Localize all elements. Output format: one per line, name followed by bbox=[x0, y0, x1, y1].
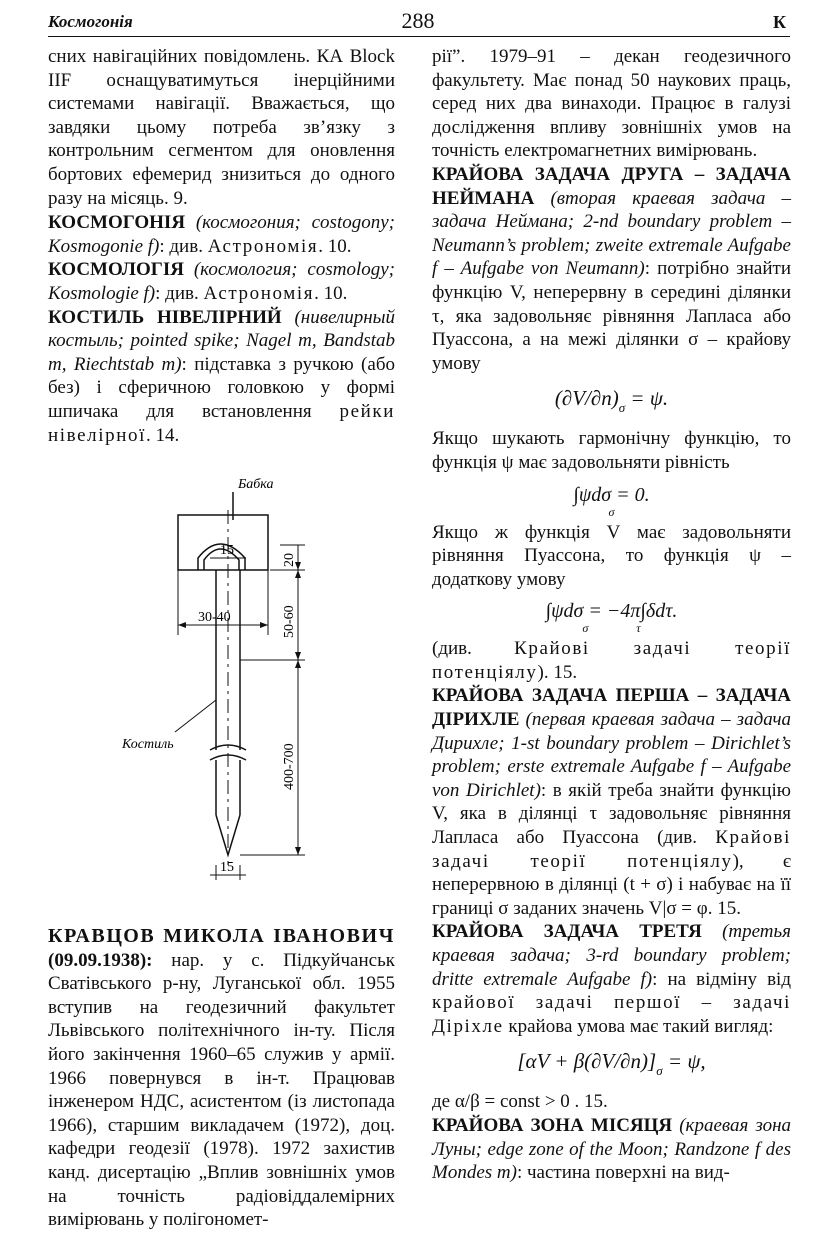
headword: КРАЙОВА ЗАДАЧА ДРУГА – ЗАДАЧА НЕЙМАНА bbox=[432, 163, 791, 209]
running-head-section: Космогонія bbox=[48, 12, 133, 31]
headword: КОСТИЛЬ НІВЕЛІРНИЙ bbox=[48, 306, 282, 328]
headword: КРАЙОВА ЗАДАЧА ТРЕТЯ bbox=[432, 921, 702, 943]
spike-drawing bbox=[120, 470, 340, 890]
entry-third bbox=[432, 920, 791, 1038]
leader-line-left bbox=[175, 700, 216, 732]
entry-text-3: де α/β = const > 0 . 15. bbox=[432, 1091, 608, 1113]
entry-kravtsov bbox=[48, 925, 395, 1232]
running-head bbox=[48, 8, 788, 36]
cross-reference: крайової задачі першої – задачі Діріхле bbox=[432, 992, 791, 1037]
right-column bbox=[432, 45, 791, 1185]
entry-kosmogonia bbox=[48, 211, 395, 258]
entry-moon bbox=[432, 1114, 791, 1185]
entry-text: : потрібно знайти функцію V, неперервну в середині ділянки τ, яка задовольняє рівняння Лапласа або Пуассона, а на межі ділянки σ – крайову умову bbox=[432, 258, 791, 374]
entry-dirichlet bbox=[432, 684, 791, 920]
person-name: КРАВЦОВ МИКОЛА ІВАНОВИЧ bbox=[48, 925, 395, 947]
translations: (вторая краевая задача – задача Неймана; 2-nd boundary problem – Neumann’s problem; zweite extremale Aufgabe f – Aufgabe von Neumann) bbox=[432, 187, 791, 280]
page-number: 288 bbox=[401, 8, 435, 33]
entry-text-4: (див. Крайові задачі теорії потенціялу). 15. bbox=[432, 638, 791, 683]
headword: КРАЙОВА ЗОНА МІСЯЦЯ bbox=[432, 1114, 673, 1136]
entry-text: : див. bbox=[159, 235, 208, 257]
cross-reference: Астрономія bbox=[207, 235, 319, 257]
cross-reference: рейки нівелірної bbox=[48, 400, 395, 446]
entry-text: : підставка з ручкою (або без) і сферичною головкою у формі шпичака для встановлення bbox=[48, 353, 395, 422]
formula-poisson: ∫ψdσ = −4π∫δdτ. bbox=[545, 600, 678, 623]
left-continuation: сних навігаційних повідомлень. КА Block IIF оснащуватимуться інерційними системами навігації. Вважається, що завдяки цьому потреба зв’язку з контрольним сегментом для оновлення бортових ефемерид знизиться до одного разу на місяць. 9. bbox=[48, 46, 395, 209]
label-kostyl: Костиль bbox=[122, 737, 174, 752]
entry-text-3: Якщо ж функція V має задовольняти рівняння Пуассона, то функція ψ – додаткову умову bbox=[432, 521, 791, 590]
entry-text: : в якій треба знайти функцію V, яка в ділянці τ задовольняє рівняння Лапласа або Пуассона (див. bbox=[432, 779, 791, 849]
headword: КРАЙОВА ЗАДАЧА ПЕРША – ЗАДАЧА ДІРИХЛЕ bbox=[432, 685, 791, 731]
entry-text: : див. bbox=[155, 282, 204, 304]
formula-poisson-sub: σ τ bbox=[582, 621, 641, 636]
entry-kosmologia bbox=[48, 258, 395, 305]
entry-neumann bbox=[432, 163, 791, 375]
formula-neumann-condition: $(\partial V/\partial n)_\sigma = \psi$. bbox=[554, 386, 669, 416]
dim-neck: 50-60 bbox=[282, 605, 297, 638]
entry-text-end: ), є неперервною в ділянці (t + σ) і набуває на її границі σ заданих значень V|σ = φ. 15. bbox=[432, 850, 791, 919]
translations: (краевая зона Луны; edge zone of the Moon; Randzone f des Mondes m) bbox=[432, 1114, 791, 1184]
spike-diagram bbox=[120, 470, 340, 890]
translations: (космология; cosmology; Kosmologie f) bbox=[48, 259, 395, 304]
formula-third: $[\alpha V + \beta(\partial V/\partial n)]_\sigma = \psi$, bbox=[517, 1049, 706, 1079]
left-column bbox=[48, 45, 395, 447]
dim-width: 30-40 bbox=[198, 610, 231, 625]
ref-number: . 14. bbox=[145, 424, 180, 446]
running-head-letter: К bbox=[772, 12, 786, 32]
dim-body: 400-700 bbox=[282, 743, 297, 790]
entry-text-2: Якщо шукають гармонічну функцію, то функція ψ має задовольняти рівність bbox=[432, 428, 791, 473]
formula-harmonic: ∫ψdσ = 0. bbox=[573, 483, 650, 506]
entry-text: : частина поверхні на вид- bbox=[516, 1162, 730, 1184]
ref-number: . 10. bbox=[314, 282, 348, 304]
entry-text: : на відміну від bbox=[652, 968, 791, 990]
translations: (космогония; costogony; Kosmogonie f) bbox=[48, 212, 395, 257]
formula-harmonic-sub: σ bbox=[608, 504, 615, 519]
right-continuation: рії”. 1979–91 – декан геодезичного факультету. Має понад 50 наукових праць, серед них два винаходи. Працює в галузі дослідження впливу зовнішніх умов на точність електромагнетних вимірювань. bbox=[432, 46, 791, 162]
dim-tip: 15 bbox=[220, 860, 234, 875]
headword: КОСМОГОНІЯ bbox=[48, 212, 186, 234]
translations: (первая краевая задача – задача Дирихле; 1-st boundary problem – Dirichlet’s problem; erste extremale Aufgabe f – Aufgabe von Dirichlet) bbox=[432, 709, 792, 801]
dim-head-height: 20 bbox=[282, 553, 297, 567]
label-babka: Бабка bbox=[238, 477, 274, 492]
entry-kostyl bbox=[48, 306, 395, 448]
person-bio: нар. у с. Підкуйчанськ Сватівського р-ну, Луганської обл. 1955 вступив на геодезичний факультет Львівського політехнічного ін-ту. Після його закінчення 1960–65 служив у армії. 1966 повернувся в ін-т. Працював інженером НДС, асистентом (із листопада 1966), старшим викладачем (1972), доц. кафедри геодезії (1978). 1972 захистив канд. дисертацію „Вплив зовнішніх умов на точність радіовіддалемірних вимірювань у полігономет- bbox=[48, 949, 395, 1231]
cross-reference: Астрономія bbox=[203, 282, 315, 304]
headword: КОСМОЛОГІЯ bbox=[48, 259, 184, 281]
entry-text-end: крайова умова має такий вигляд: bbox=[503, 1015, 774, 1037]
header-rule bbox=[48, 36, 790, 37]
translations: (третья краевая задача; 3-rd boundary problem; dritte extremale Aufgabe f) bbox=[432, 921, 792, 990]
cross-reference: Крайові задачі теорії потенціялу bbox=[432, 638, 791, 683]
cross-reference: Крайові задачі теорії потенціялу bbox=[432, 827, 791, 872]
dim-head: 15 bbox=[220, 543, 234, 558]
ref-number: . 10. bbox=[318, 235, 352, 257]
person-dates: (09.09.1938): bbox=[48, 949, 153, 971]
translations: (нивелирный костыль; pointed spike; Nagel m, Bandstab m, Riechtstab m) bbox=[48, 306, 396, 375]
